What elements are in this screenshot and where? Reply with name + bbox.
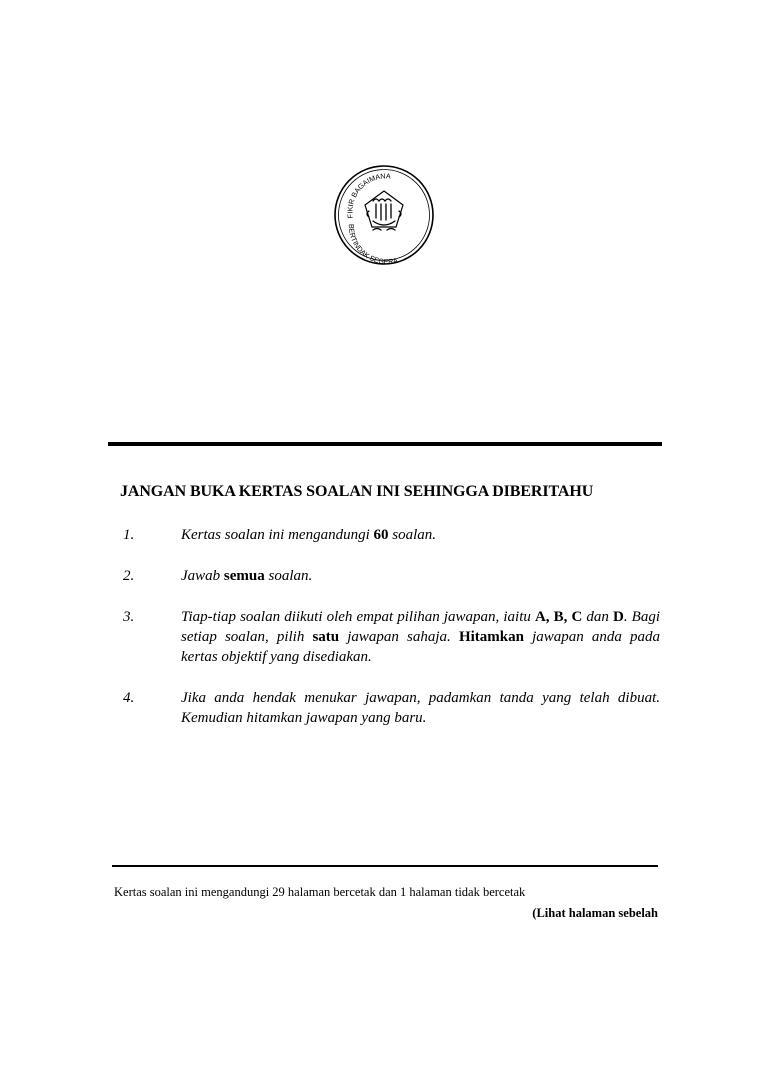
- page-count-note: Kertas soalan ini mengandungi 29 halaman bercetak dan 1 halaman tidak bercetak: [114, 885, 526, 899]
- crest-motto-top: FIKIR BAGAIMANA: [345, 171, 391, 219]
- instruction-text: Jika anda hendak menukar jawapan, padamkan tanda yang telah dibuat. Kemudian hitamkan jawapan yang baru.: [181, 690, 660, 726]
- instruction-item: [120, 566, 660, 586]
- instruction-item: [120, 688, 660, 728]
- page-heading: JANGAN BUKA KERTAS SOALAN INI SEHINGGA DIBERITAHU: [120, 483, 594, 500]
- instruction-text: Tiap-tiap soalan diikuti oleh empat pilihan jawapan, iaitu A, B, C dan D. Bagi setiap soalan, pilih satu jawapan sahaja. Hitamkan jawapan anda pada kertas objektif yang disediakan.: [181, 609, 660, 665]
- instruction-text: Jawab semua soalan.: [181, 568, 313, 584]
- school-crest-logo: [333, 164, 435, 266]
- instruction-number: 3.: [123, 609, 135, 625]
- instruction-item: [120, 607, 660, 667]
- instruction-text: Kertas soalan ini mengandungi 60 soalan.: [181, 527, 437, 543]
- instruction-number: 4.: [123, 690, 135, 706]
- instruction-number: 1.: [123, 527, 135, 543]
- instruction-item: [120, 525, 660, 545]
- crest-motto-bottom: BERTINDAK SEGERA: [346, 223, 399, 266]
- divider-thick: [108, 442, 662, 446]
- next-page-note: (Lihat halaman sebelah: [532, 906, 658, 920]
- instruction-number: 2.: [123, 568, 135, 584]
- divider-thin: [112, 865, 658, 867]
